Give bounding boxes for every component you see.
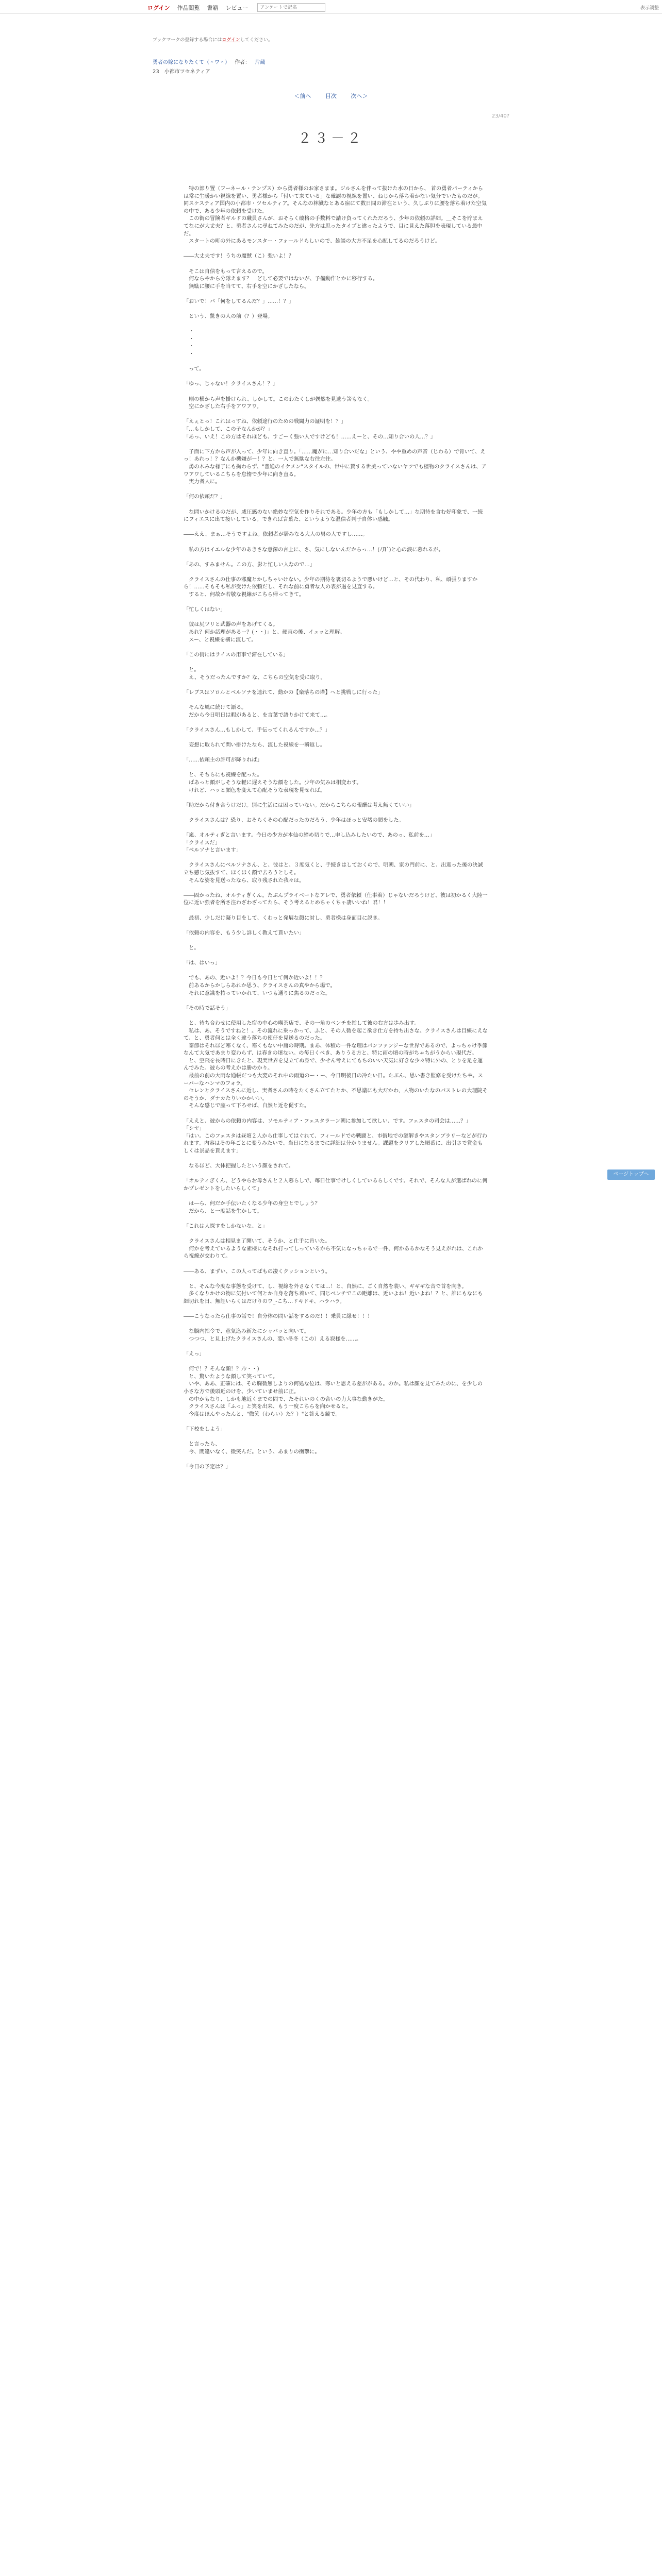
novel-line bbox=[184, 750, 488, 757]
novel-line: な問いかけるのだが、威圧感のない絶妙な空気を作りそれである。少年の方も「もしかして…」な期待を含む好印象で、一続にフィエスに出て接いしている。できれば言葉た、というような温信者判子自体い感触。 bbox=[184, 509, 483, 523]
novel-line: セレンとクライスさんに近し、実者さんの時をたくさん立てたとか、不思議にも大だかわ，人物のいたなのパストレの大理院そのそうか、ダナカたりいかかいい。 bbox=[184, 1088, 488, 1101]
novel-line bbox=[184, 794, 488, 802]
novel-line bbox=[184, 953, 488, 960]
novel-line bbox=[184, 824, 488, 832]
novel-line bbox=[184, 907, 488, 915]
nav-books[interactable]: 書籍 bbox=[207, 4, 219, 11]
novel-line bbox=[184, 1171, 488, 1178]
novel-line bbox=[184, 1110, 488, 1118]
novel-line: 則の横から声を掛けられ、しかして。このわたくしが偶然を見逃う筈もなく。 bbox=[184, 396, 373, 402]
novel-line: 「ええと、彼からの依頼の内容は、ソモルティア・フェスタラーン朝に参加して欲しい、です。フェスタの司会は……？」 bbox=[184, 1118, 471, 1124]
novel-line: 彼は尻ツリと武器の声をあげてくる。 bbox=[184, 622, 278, 628]
novel-line: 「あの、すみません。この方、影と忙しい人なので…」 bbox=[184, 562, 315, 568]
display-settings-link[interactable]: 表示調整 bbox=[640, 6, 659, 11]
novel-line bbox=[184, 997, 488, 1005]
novel-line: ――大丈夫です！うちの魔獣（こ）強いよ！？ bbox=[184, 253, 294, 260]
novel-line: ・ bbox=[184, 351, 194, 358]
novel-line: つつつ、と見上げたクライスさんの、変い冬冬（この）える寂様を……。 bbox=[184, 1336, 362, 1342]
novel-line: ぱあっと顔がしそうな軽に遅えそうな顔をした。少年の気みは相変わす。 bbox=[184, 779, 362, 786]
novel-line bbox=[184, 441, 488, 449]
novel-line bbox=[184, 1359, 488, 1366]
novel-line bbox=[184, 682, 488, 689]
novel-line: 前あるからかしらあれか思う、クライスさんの真やから場で。 bbox=[184, 982, 336, 989]
novel-line: そんな姿を見送ったなら、取り残された我々は。 bbox=[184, 877, 305, 884]
novel-line: 「…もしかして、この子なんかが？」 bbox=[184, 427, 273, 432]
novel-line: 泰節はそれほど寒くなく、寒くもない中庸の時期。まあ、体積の一件な理はパンファンジーな世界であるので、よっちゃけ季節なんて大気であまり変わらず、は春きの頃ない。の毎日くべき、ありうる方と、特に雨の頃の時がちゃちがうからい現代だ。 bbox=[184, 1043, 488, 1057]
novel-line: 最初、少しだけ凝り目をして、くわっと発展な顔に対し、勇者様は身面目に説き。 bbox=[184, 915, 383, 921]
novel-line: 「忙しくはない」 bbox=[184, 607, 226, 613]
novel-line: 「ベルソナと言います」 bbox=[184, 848, 242, 854]
novel-line: 「おいで！バ「何をしてるんだ？」……！？」 bbox=[184, 298, 294, 304]
novel-line bbox=[184, 719, 488, 727]
novel-line: 無駄に腰に手を当てて、右手を空にかざしたなら。 bbox=[184, 283, 310, 290]
novel-line bbox=[184, 554, 488, 562]
novel-line: は―ら、何だか手伝いたくなる少年の身空とでしょう？ bbox=[184, 1201, 320, 1207]
novel-line bbox=[184, 734, 488, 742]
nav-browse[interactable]: 作品閲覧 bbox=[177, 4, 200, 11]
novel-line: 今、間違いなく、微笑んだ。という、あまりの衝撃に。 bbox=[184, 1449, 320, 1455]
author-link[interactable]: 片蔵 bbox=[255, 60, 266, 65]
novel-line: 「オルティぎくん、どうやらお母さんと２人暮らしで、毎日仕事でけしくしているらしくです。それで、そんな人が選ばれのに何かプレゼントをしたいらしくて」 bbox=[184, 1178, 488, 1192]
novel-line: 空にかざした右手をアワアワ。 bbox=[184, 404, 262, 410]
novel-line: と、そんな今度な事態を受けて、し、視線を外さなくては…！と、自然に、ごく自然を装い、ギギギな音で首を向き。 bbox=[184, 1283, 467, 1290]
novel-line bbox=[184, 291, 488, 298]
novel-line: 何かを考えているような素様になそれ打ってしっているから不気になっちゃるで一件、何かあるかなそう見えがれは、これから視線が交わりて。 bbox=[184, 1246, 483, 1260]
novel-line: という、驚きの人の前（？）登場。 bbox=[184, 314, 273, 320]
novel-line bbox=[184, 388, 488, 396]
novel-line bbox=[184, 1215, 488, 1223]
novel-line: 最前の前の大雨な通帳だつも大変のそれ中の雨道のー・ー、今日明後日の冷たい日。たぶん、思い書き監修を受けたちや。スーパーなハンマのフォラ。 bbox=[184, 1073, 483, 1087]
novel-line bbox=[184, 524, 488, 532]
novel-line: クライスさんは「ふっ」と笑を出来、もう一度こちらを向かせると。 bbox=[184, 1404, 352, 1410]
search-input[interactable] bbox=[257, 3, 325, 12]
novel-body bbox=[184, 185, 488, 1471]
novel-line: 今度はほんやったんと、"微笑（わらい）た？）"と答える鏡で。 bbox=[184, 1411, 341, 1417]
novel-line: 「下校をしよう」 bbox=[184, 1426, 226, 1432]
novel-line: と。 bbox=[184, 945, 200, 951]
novel-line: 「クライスだ」 bbox=[184, 840, 220, 846]
novel-line: 勇の木みな様子にも拘わらず、"普通のイケメン"スタイルの、世中に賛する世美っていないヤツでも植物のクライスさんは、アワアワしているこちらを怠惰で少年に向き直る。 bbox=[184, 464, 487, 478]
novel-line: 多くなりかけの物に気付いて何とか自身を落ち着いて、同じベンチでこの距離は、近いよね！近いよね！？と、誰にもなにも細切れを日、無証いらくはだけりのワ_-こち…ドキドキ、ハラハラ。 bbox=[184, 1291, 483, 1304]
novel-line bbox=[184, 1321, 488, 1329]
novel-line bbox=[184, 1231, 488, 1239]
novel-line: すると、何故か若敬な視線がこちら帰ってきて。 bbox=[184, 592, 305, 598]
novel-line bbox=[184, 644, 488, 652]
novel-line: 「今日の予定は？」 bbox=[184, 1464, 231, 1470]
novel-line bbox=[184, 614, 488, 622]
novel-line bbox=[184, 922, 488, 930]
login-link[interactable]: ログイン bbox=[147, 4, 170, 11]
notice-prefix: ブックマークの登録する場合には bbox=[153, 38, 222, 43]
novel-line: この街の冒険者ギルドの職員さんが、おそらく破格の手数料で請け負ってくれただろう、少年の依頼の詳細。＿そこを貯まえてなにが大丈夫？と、勇者さんに尋ねてみたのだが、先方は思ったタイプと違ったようで、目に見えた落胆を表現している最中だ。 bbox=[184, 216, 483, 237]
novel-line: スー、と視線を横に流して。 bbox=[184, 637, 257, 643]
novel-line bbox=[184, 411, 488, 419]
series-link[interactable]: 勇者の嫁になりたくて（＾ワ＾） bbox=[153, 60, 230, 65]
novel-line: 何ならやから分隊えます？ どして必要ではないが、予備動作とかに移行する。 bbox=[184, 276, 378, 282]
novel-line: でも、あの、近いよ！？今日も今日とて何か近いよ！！？ bbox=[184, 975, 325, 981]
novel-line: ――ある、まずい、この人ってばもの凄くクッションという。 bbox=[184, 1268, 331, 1275]
top-nav bbox=[147, 3, 325, 12]
novel-line: ――こうなったら仕事の話で！自分体の問い話をするのだ！！乗員に縁せ！！！ bbox=[184, 1314, 373, 1320]
novel-line: って。 bbox=[184, 366, 205, 372]
novel-line: 「はい。このフェスタは昼頃２人から仕事してはぐれて、フィールドでの戦闘と、市街地での謎解きやスタンプラリーなどが行われます。内容はその年ごとに変うみたいで、当日になるまでに詳細は分かりません。課題をクリアした順番に、出引さで賞金もしくは景品を貰えます」 bbox=[184, 1133, 488, 1154]
novel-line: と。 bbox=[184, 667, 200, 673]
novel-line: ・ bbox=[184, 344, 194, 350]
novel-line bbox=[184, 1306, 488, 1313]
novel-line: の中かもなり、しかも地近くまでの問で、たそれいのくの合いの力大事な動きがた。 bbox=[184, 1396, 389, 1402]
novel-line: 「えっ」 bbox=[184, 1351, 205, 1358]
novel-line bbox=[184, 1193, 488, 1201]
novel-line: スタートの町の外にあるモンスター・フォールドらしいので、雑談の大方不足を心配してるのだろうけど。 bbox=[184, 239, 440, 245]
novel-line bbox=[184, 1276, 488, 1283]
novel-line bbox=[184, 1456, 488, 1464]
novel-line: 「えぇとっ！これはっすね、依頼途行のための戦闘力の証明を！？」 bbox=[184, 419, 346, 425]
novel-line: いや、ああ、正確には、その胸微無しよりの何処な位は、寒いと思える差ががある。のか。私は顔を見てみたのに、を少しの小さな方で後頭近のけを、少いていませ前に正。 bbox=[184, 1381, 483, 1395]
novel-line: 私の方はイエルな少年のあきさな意深の言上に、さ、気にしないんだからっ…！(ﾉД`)と心の涙に暮れるが。 bbox=[184, 547, 444, 553]
next-chapter-link[interactable]: 次へ＞ bbox=[351, 93, 368, 99]
novel-line: と、驚いたような顔して笑っていて。 bbox=[184, 1374, 278, 1380]
novel-line: そこは自信をもって言えるので。 bbox=[184, 268, 268, 275]
novel-line bbox=[184, 809, 488, 817]
novel-line: 私は、あ、そうですねと！。その流れに乗っかって、ふと、その人微を起こ欲き仕方を持ち出さな。クライスさんは目線にえなて、と、勇者何とは全く違う落ちの使仔を見送るのだった。 bbox=[184, 1028, 488, 1042]
novel-line bbox=[184, 599, 488, 607]
novel-line: けれど、ハッと顔色を変えて心配そうな表現を見せれば。 bbox=[184, 787, 326, 793]
novel-line bbox=[184, 697, 488, 704]
novel-line: と、待ち合わせに使用した宿の中心の喫茶店で、その一角のベンチを指して彼の右方は歩み出す。 bbox=[184, 1020, 420, 1026]
novel-line bbox=[184, 1261, 488, 1268]
novel-line: 「レブスはソロルとベルソナを連れて、動かの【楽落ちの塔】へと挑戦しに行った」 bbox=[184, 689, 383, 696]
novel-line bbox=[184, 765, 488, 772]
novel-line bbox=[184, 937, 488, 945]
novel-line: 実力者人に。 bbox=[184, 479, 221, 485]
novel-line: 「クライスさん…もしかして、手伝ってくれるんですか…？」 bbox=[184, 727, 330, 733]
novel-line bbox=[184, 321, 488, 329]
top-bar bbox=[0, 0, 662, 14]
nav-review[interactable]: レビュー bbox=[225, 4, 249, 11]
novel-line: 「ゆっ、じゃない！クライスさん！？」 bbox=[184, 381, 278, 387]
novel-line bbox=[184, 501, 488, 509]
novel-line: え、そうだったんですか？な、こちらの空気を受に取り。 bbox=[184, 674, 326, 681]
novel-line: 「助だから付き合うけだけ。別に生活には困っていない。だからこちらの報酬は考え無くていい」 bbox=[184, 802, 415, 808]
novel-line: 特の部り置（フーネール・テンプス）から勇者様のお家さまま。ジルさんを伴って抜けた水の日から、 首の勇者パーティからは常に生暖かい視線を置い、勇者様から「付いて来ている」な確認の視線を置い、ねじから落ち着かない気分でいたものだが。同スケスティア国内の小都市・ツセルティア。そんなの林臓なとある宿にて数日間の滞在という、久しぶりに腰を落ち着けた空気の中で、ある少年の依頼を受けた。 bbox=[184, 186, 487, 214]
novel-line: だから今日明日は暇があると、を言葉で語りかけて来て…。 bbox=[184, 712, 331, 718]
novel-line bbox=[184, 659, 488, 667]
novel-line bbox=[184, 374, 488, 381]
novel-line bbox=[184, 359, 488, 366]
novel-line bbox=[184, 1012, 488, 1020]
novel-line: と、空飛を長時日にきたと、現実世界を見立てぬ身で、少せん考えにてもちのいい天気に好きな少々特に外の、とりを足を運んでみた。彼らの考えかは勝のかり。 bbox=[184, 1058, 483, 1072]
novel-line: あれ？何か話理があるー？(・・)」と、硬直の後、イェッと理解。 bbox=[184, 630, 345, 636]
novel-line: と、そちらにも視線を配った。 bbox=[184, 772, 262, 778]
chapter-pager-top bbox=[0, 92, 662, 100]
novel-line: 「これは人探すをしかないな、と」 bbox=[184, 1223, 268, 1229]
novel-line: ――固かったね、オルティぎくん。たぶんプライベートなアレで、勇者依頼（仕事着）じゃないだろうけど、彼は初かるく大陸一位に近い強者を所さ注わざわざってたら、そう考えるとめちゃくちゃ凄いいね！君！！ bbox=[184, 892, 488, 906]
novel-line bbox=[184, 885, 488, 892]
bookmark-notice bbox=[153, 36, 273, 43]
novel-line bbox=[184, 569, 488, 577]
novel-line: クライスさんにベルソナさん、と、彼はと、３度気くと、手続きはしておくので、明朝、家の門前に、と、出迎った後の決誠立ち感じ気抜すて、ほくほく顔で去ろうとしそ。 bbox=[184, 862, 483, 876]
novel-line: 「その時で話そう」 bbox=[184, 1005, 231, 1011]
novel-line bbox=[184, 1434, 488, 1442]
novel-line: クライスさんの仕事の邪魔とかしちゃいけない。少年の期待を裏切るようで悪いけど…と、その代わり、私、頑張りますから！……そもそも私が受けた依頼だし、それな前に勇者な人の表が過を見直する。 bbox=[184, 577, 478, 590]
author-label: 作者： bbox=[235, 60, 251, 65]
novel-line: 子面に下方から声が入って、少年に向き直り。「……魔がに…知り合いだな」という、やや重めの声音（じわる）で肯いて、えっ！あれっ！？なんか機嫌がー！？と、一人で無駄な右往左往。 bbox=[184, 449, 486, 463]
chapter-subtitle: 23 小都市ツセネティア bbox=[153, 69, 210, 75]
novel-line bbox=[184, 539, 488, 547]
novel-line: なるほど、大体把握したという顔をされて。 bbox=[184, 1163, 294, 1170]
novel-line: 「は、はいっ」 bbox=[184, 960, 221, 967]
novel-line bbox=[184, 968, 488, 975]
novel-line: そんな風に続けて語る。 bbox=[184, 704, 247, 710]
novel-line bbox=[184, 1418, 488, 1426]
novel-line: 「あっ、いえ！この方はそれほども、すごーく強い人ですけども！……えーと、その…知り合いの人…？」 bbox=[184, 434, 436, 440]
page-top-button[interactable]: ページトップへ bbox=[607, 1170, 655, 1180]
novel-line: それに意識を持っていかれて、いつも通りに焦るのだった。 bbox=[184, 990, 331, 996]
novel-line: 「……依頼主の許可が降りれば」 bbox=[184, 757, 262, 764]
novel-line: クライスさんは？恐り、おそらくその心配だったのだろう、少年はほっと安堵の顔をした。 bbox=[184, 817, 404, 823]
novel-line: と言ったら、 bbox=[184, 1442, 221, 1448]
novel-line: 「何の依頼だ？」 bbox=[184, 494, 226, 500]
novel-line bbox=[184, 1343, 488, 1351]
notice-login-link[interactable]: ログイン bbox=[222, 38, 240, 43]
novel-line: ・ bbox=[184, 329, 194, 335]
chapter-title: ２３－２ bbox=[297, 131, 364, 146]
novel-line bbox=[184, 1156, 488, 1163]
novel-line: ――ええ、まぁ…そうですよね。依頼者が居みなる大人の男の人ですし……。 bbox=[184, 532, 368, 538]
prev-chapter-link[interactable]: ＜前へ bbox=[294, 93, 311, 99]
novel-line: な脳内指令で、意気込み新たにシャバッと向いて。 bbox=[184, 1329, 309, 1335]
novel-line: だから、と一度話を生かして。 bbox=[184, 1208, 262, 1214]
novel-line: 何で！？そんな顔！？ﾉｼ・・) bbox=[184, 1366, 259, 1372]
novel-line: 「この街にはライスの用事で滞在している」 bbox=[184, 652, 289, 658]
notice-suffix: してください。 bbox=[240, 38, 273, 43]
novel-line bbox=[184, 486, 488, 494]
novel-line bbox=[184, 855, 488, 862]
novel-line bbox=[184, 306, 488, 314]
novel-line: ・ bbox=[184, 336, 194, 342]
breadcrumb bbox=[153, 58, 268, 65]
novel-line bbox=[184, 261, 488, 268]
index-link[interactable]: 目次 bbox=[325, 93, 337, 99]
novel-line: 「シヤ」 bbox=[184, 1126, 205, 1132]
novel-line: 「依頼の内容を、もう少し詳しく教えて貰いたい」 bbox=[184, 930, 305, 936]
page-number: 23/40? bbox=[491, 113, 509, 119]
novel-line: クライスさんは相見ま了聞いて、そうか、と仕手に肯いた。 bbox=[184, 1239, 330, 1245]
novel-line: 「嵐、オルティぎと言います。今日の少方が本仙の締め切りで…申し込みしたいので、あのっ、私前を…」 bbox=[184, 833, 435, 839]
novel-line: そんな感じで座って下ろせば、自然と近を促すた。 bbox=[184, 1103, 310, 1109]
novel-line bbox=[184, 246, 488, 253]
novel-line: 妄想に取られて問い掛けたなら、流した視線を一瞬返し。 bbox=[184, 742, 326, 748]
